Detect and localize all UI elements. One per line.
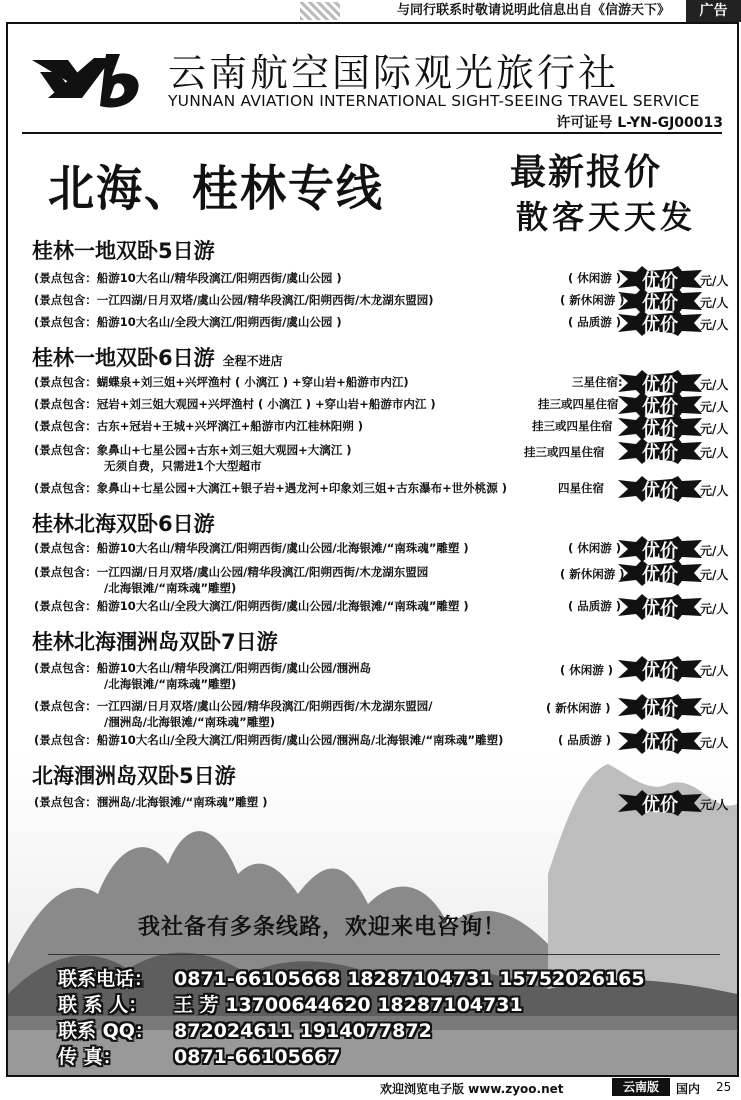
ad-tag: 广告 <box>686 0 741 22</box>
contact-phone-value: 0871-66105668 18287104731 15752026165 <box>174 968 645 990</box>
tour-category: ( 休闲游 ) <box>560 663 614 677</box>
tour-row-description-line: (景点包含：涠洲岛/北海银滩/“南珠魂”雕塑 ) <box>34 795 268 809</box>
section-title <box>32 508 215 538</box>
tour-row <box>30 598 730 624</box>
contact-person-value: 王 芳 13700644620 18287104731 <box>174 994 523 1016</box>
contact-qq-value: 872024611 1914077872 <box>174 1020 432 1042</box>
price-badge-label: 优价 <box>642 795 678 816</box>
contact-fax <box>58 1042 341 1069</box>
price-unit: 元/人 <box>700 446 729 460</box>
tour-row-description <box>34 270 534 286</box>
tour-row-description <box>34 732 534 748</box>
price-badge-label: 优价 <box>642 599 678 620</box>
price-badge-label: 优价 <box>642 315 678 336</box>
headline-title: 北海、桂林专线 <box>48 159 384 217</box>
tour-row-description-line: (景点包含：一江四湖/日月双塔/虞山公园/精华段漓江/阳朔西街/木龙湖东盟园/ <box>34 699 433 713</box>
tour-row <box>30 660 730 691</box>
price-badge <box>618 656 702 682</box>
page-number: 25 <box>716 1080 732 1094</box>
tour-category: ( 品质游 ) <box>568 315 622 329</box>
price-badge <box>618 310 702 336</box>
tour-category: ( 新休闲游 ) <box>560 293 625 307</box>
contact-person-label: 联 系 人： <box>58 994 148 1016</box>
section-title <box>32 342 283 372</box>
tour-row-description <box>34 374 534 390</box>
price-badge <box>618 476 702 502</box>
contact-fax-label: 传 真： <box>58 1046 122 1068</box>
price-badge <box>618 694 702 720</box>
price-badge-label: 优价 <box>642 733 678 754</box>
section-title-text: 桂林一地双卧6日游 <box>32 346 215 370</box>
tour-category: 挂三或四星住宿 <box>524 445 605 459</box>
company-logo-icon <box>28 46 146 116</box>
contact-phone <box>58 964 645 991</box>
footer <box>0 1076 741 1100</box>
tour-row <box>30 480 730 506</box>
tour-row-description <box>34 794 534 810</box>
contact-phone-label: 联系电话： <box>58 968 154 990</box>
section-title-text: 桂林一地双卧5日游 <box>32 239 215 263</box>
price-unit: 元/人 <box>700 422 729 436</box>
tour-row-description <box>34 418 534 434</box>
tour-row <box>30 314 730 340</box>
tour-row-description <box>34 598 534 614</box>
contact-person <box>58 990 523 1017</box>
tour-category: ( 品质游 ) <box>558 733 612 747</box>
price-unit: 元/人 <box>700 318 729 332</box>
tour-row-description-line: (景点包含：象鼻山+七星公园+古东+刘三姐大观园+大漓江 ) <box>34 443 352 457</box>
price-unit: 元/人 <box>700 274 729 288</box>
tour-row-description-line: (景点包含：船游10大名山/全段大漓江/阳朔西街/虞山公园/北海银滩/“南珠魂”雕塑 ) <box>34 599 469 613</box>
price-badge <box>618 728 702 754</box>
tour-row-description-line: (景点包含：蝴蝶泉+刘三姐+兴坪渔村 ( 小漓江 ) +穿山岩+船游市内江) <box>34 375 409 389</box>
section-note: 全程不进店 <box>222 354 283 368</box>
price-unit: 元/人 <box>700 702 729 716</box>
price-unit: 元/人 <box>700 664 729 678</box>
welcome-message: 我社备有多条线路，欢迎来电咨询！ <box>138 915 507 940</box>
tour-row-description <box>34 480 534 496</box>
section-title-text: 桂林北海双卧6日游 <box>32 512 215 536</box>
contact-divider <box>48 954 720 955</box>
tour-row <box>30 698 730 729</box>
section-title <box>32 760 236 790</box>
tour-row-description <box>34 564 534 596</box>
contact-qq-label: 联系 QQ： <box>58 1020 154 1042</box>
tour-row-description <box>34 660 534 692</box>
tour-row-description-line: (景点包含：冠岩+刘三姐大观园+兴坪渔村 ( 小漓江 ) +穿山岩+船游市内江 ) <box>34 397 436 411</box>
tour-row-description-line: (景点包含：船游10大名山/全段大漓江/阳朔西街/虞山公园 ) <box>34 315 342 329</box>
tour-row <box>30 564 730 595</box>
price-badge <box>618 560 702 586</box>
company-name-cn: 云南航空国际观光旅行社 <box>168 51 620 95</box>
headline-slogan-price: 最新报价 <box>510 152 663 193</box>
tour-row-description <box>34 396 534 412</box>
tour-row-description-line: 无须自费，只需进1个大型超市 <box>104 459 262 473</box>
price-badge-label: 优价 <box>642 443 678 464</box>
section-title <box>32 235 215 265</box>
tour-category: ( 品质游 ) <box>568 599 622 613</box>
tour-category: ( 新休闲游 ) <box>546 701 611 715</box>
tour-row-description <box>34 698 534 730</box>
section-title-text: 北海涠洲岛双卧5日游 <box>32 764 236 788</box>
source-notice: 与同行联系时敬请说明此信息出自《信游天下》 <box>396 3 670 18</box>
price-unit: 元/人 <box>700 568 729 582</box>
price-badge-label: 优价 <box>642 419 678 440</box>
tour-row-description-line: (景点包含：古东+冠岩+王城+兴坪漓江+船游市内江桂林阳朔 ) <box>34 419 364 433</box>
section-title <box>32 626 278 656</box>
license-number: 许可证号 L-YN-GJ00013 <box>556 115 723 131</box>
price-badge-label: 优价 <box>642 481 678 502</box>
price-badge-label: 优价 <box>642 699 678 720</box>
price-unit: 元/人 <box>700 400 729 414</box>
contact-fax-value: 0871-66105667 <box>174 1046 341 1068</box>
tour-category: 挂三或四星住宿 <box>538 397 619 411</box>
tour-row-description-line: /北海银滩/“南珠魂”雕塑) <box>104 677 237 691</box>
section-title-text: 桂林北海涠洲岛双卧7日游 <box>32 630 278 654</box>
price-badge-label: 优价 <box>642 661 678 682</box>
contact-qq <box>58 1016 432 1043</box>
tour-row-description-line: (景点包含：一江四湖/日月双塔/虞山公园/精华段漓江/阳朔西街/木龙湖东盟园) <box>34 293 434 307</box>
tour-row-description-line: (景点包含：一江四湖/日月双塔/虞山公园/精华段漓江/阳朔西街/木龙湖东盟园 <box>34 565 429 579</box>
tour-row <box>30 732 730 758</box>
tour-category: 挂三或四星住宿 <box>532 419 613 433</box>
company-name-en: YUNNAN AVIATION INTERNATIONAL SIGHT-SEEING TRAVEL SERVICE <box>168 92 700 110</box>
price-unit: 元/人 <box>700 544 729 558</box>
tour-row-description-line: /北海银滩/“南珠魂”雕塑) <box>104 581 237 595</box>
tour-row <box>30 442 730 473</box>
headline-slogan-daily: 散客天天发 <box>516 198 697 236</box>
tour-row-description-line: (景点包含：船游10大名山/全段大漓江/阳朔西街/虞山公园/涠洲岛/北海银滩/“南珠魂”雕塑) <box>34 733 504 747</box>
tour-row-description-line: (景点包含：船游10大名山/精华段漓江/阳朔西街/虞山公园/涠洲岛 <box>34 661 372 675</box>
ad-frame <box>6 22 739 1077</box>
tour-row-description-line: /涠洲岛/北海银滩/“南珠魂”雕塑) <box>104 715 275 729</box>
price-unit: 元/人 <box>700 484 729 498</box>
tour-row-description-line: (景点包含：船游10大名山/精华段漓江/阳朔西街/虞山公园/北海银滩/“南珠魂”雕塑 ) <box>34 541 469 555</box>
price-unit: 元/人 <box>700 296 729 310</box>
tour-category: ( 休闲游 ) <box>568 271 622 285</box>
price-badge <box>618 438 702 464</box>
price-badge-label: 优价 <box>642 565 678 586</box>
tour-category: ( 休闲游 ) <box>568 541 622 555</box>
header-divider <box>22 132 722 134</box>
price-badge <box>618 536 702 562</box>
tour-row-description <box>34 314 534 330</box>
tour-category: 四星住宿 <box>558 481 604 495</box>
price-badge-label: 优价 <box>642 271 678 292</box>
footer-section: 国内 <box>676 1082 701 1096</box>
price-badge-label: 优价 <box>642 375 678 396</box>
price-badge-label: 优价 <box>642 293 678 314</box>
tour-row <box>30 794 730 820</box>
tour-row-description <box>34 442 534 474</box>
top-strip <box>0 0 741 22</box>
tour-category: 三星住宿: <box>572 375 623 389</box>
price-badge-label: 优价 <box>642 541 678 562</box>
price-badge <box>618 790 702 816</box>
footer-region: 云南版 <box>612 1078 670 1096</box>
price-unit: 元/人 <box>700 602 729 616</box>
price-unit: 元/人 <box>700 798 729 812</box>
price-badge-label: 优价 <box>642 397 678 418</box>
price-unit: 元/人 <box>700 378 729 392</box>
tour-category: ( 新休闲游 ) <box>560 567 625 581</box>
tour-row-description-line: (景点包含：船游10大名山/精华段漓江/阳朔西街/虞山公园 ) <box>34 271 342 285</box>
tour-row-description <box>34 540 534 556</box>
tour-row-description-line: (景点包含：象鼻山+七星公园+大漓江+银子岩+遇龙河+印象刘三姐+古东瀑布+世外桃源 ) <box>34 481 507 495</box>
footer-website: 欢迎浏览电子版 www.zyoo.net <box>380 1082 564 1096</box>
price-badge <box>618 594 702 620</box>
price-unit: 元/人 <box>700 736 729 750</box>
tour-row-description <box>34 292 534 308</box>
price-badge <box>618 414 702 440</box>
